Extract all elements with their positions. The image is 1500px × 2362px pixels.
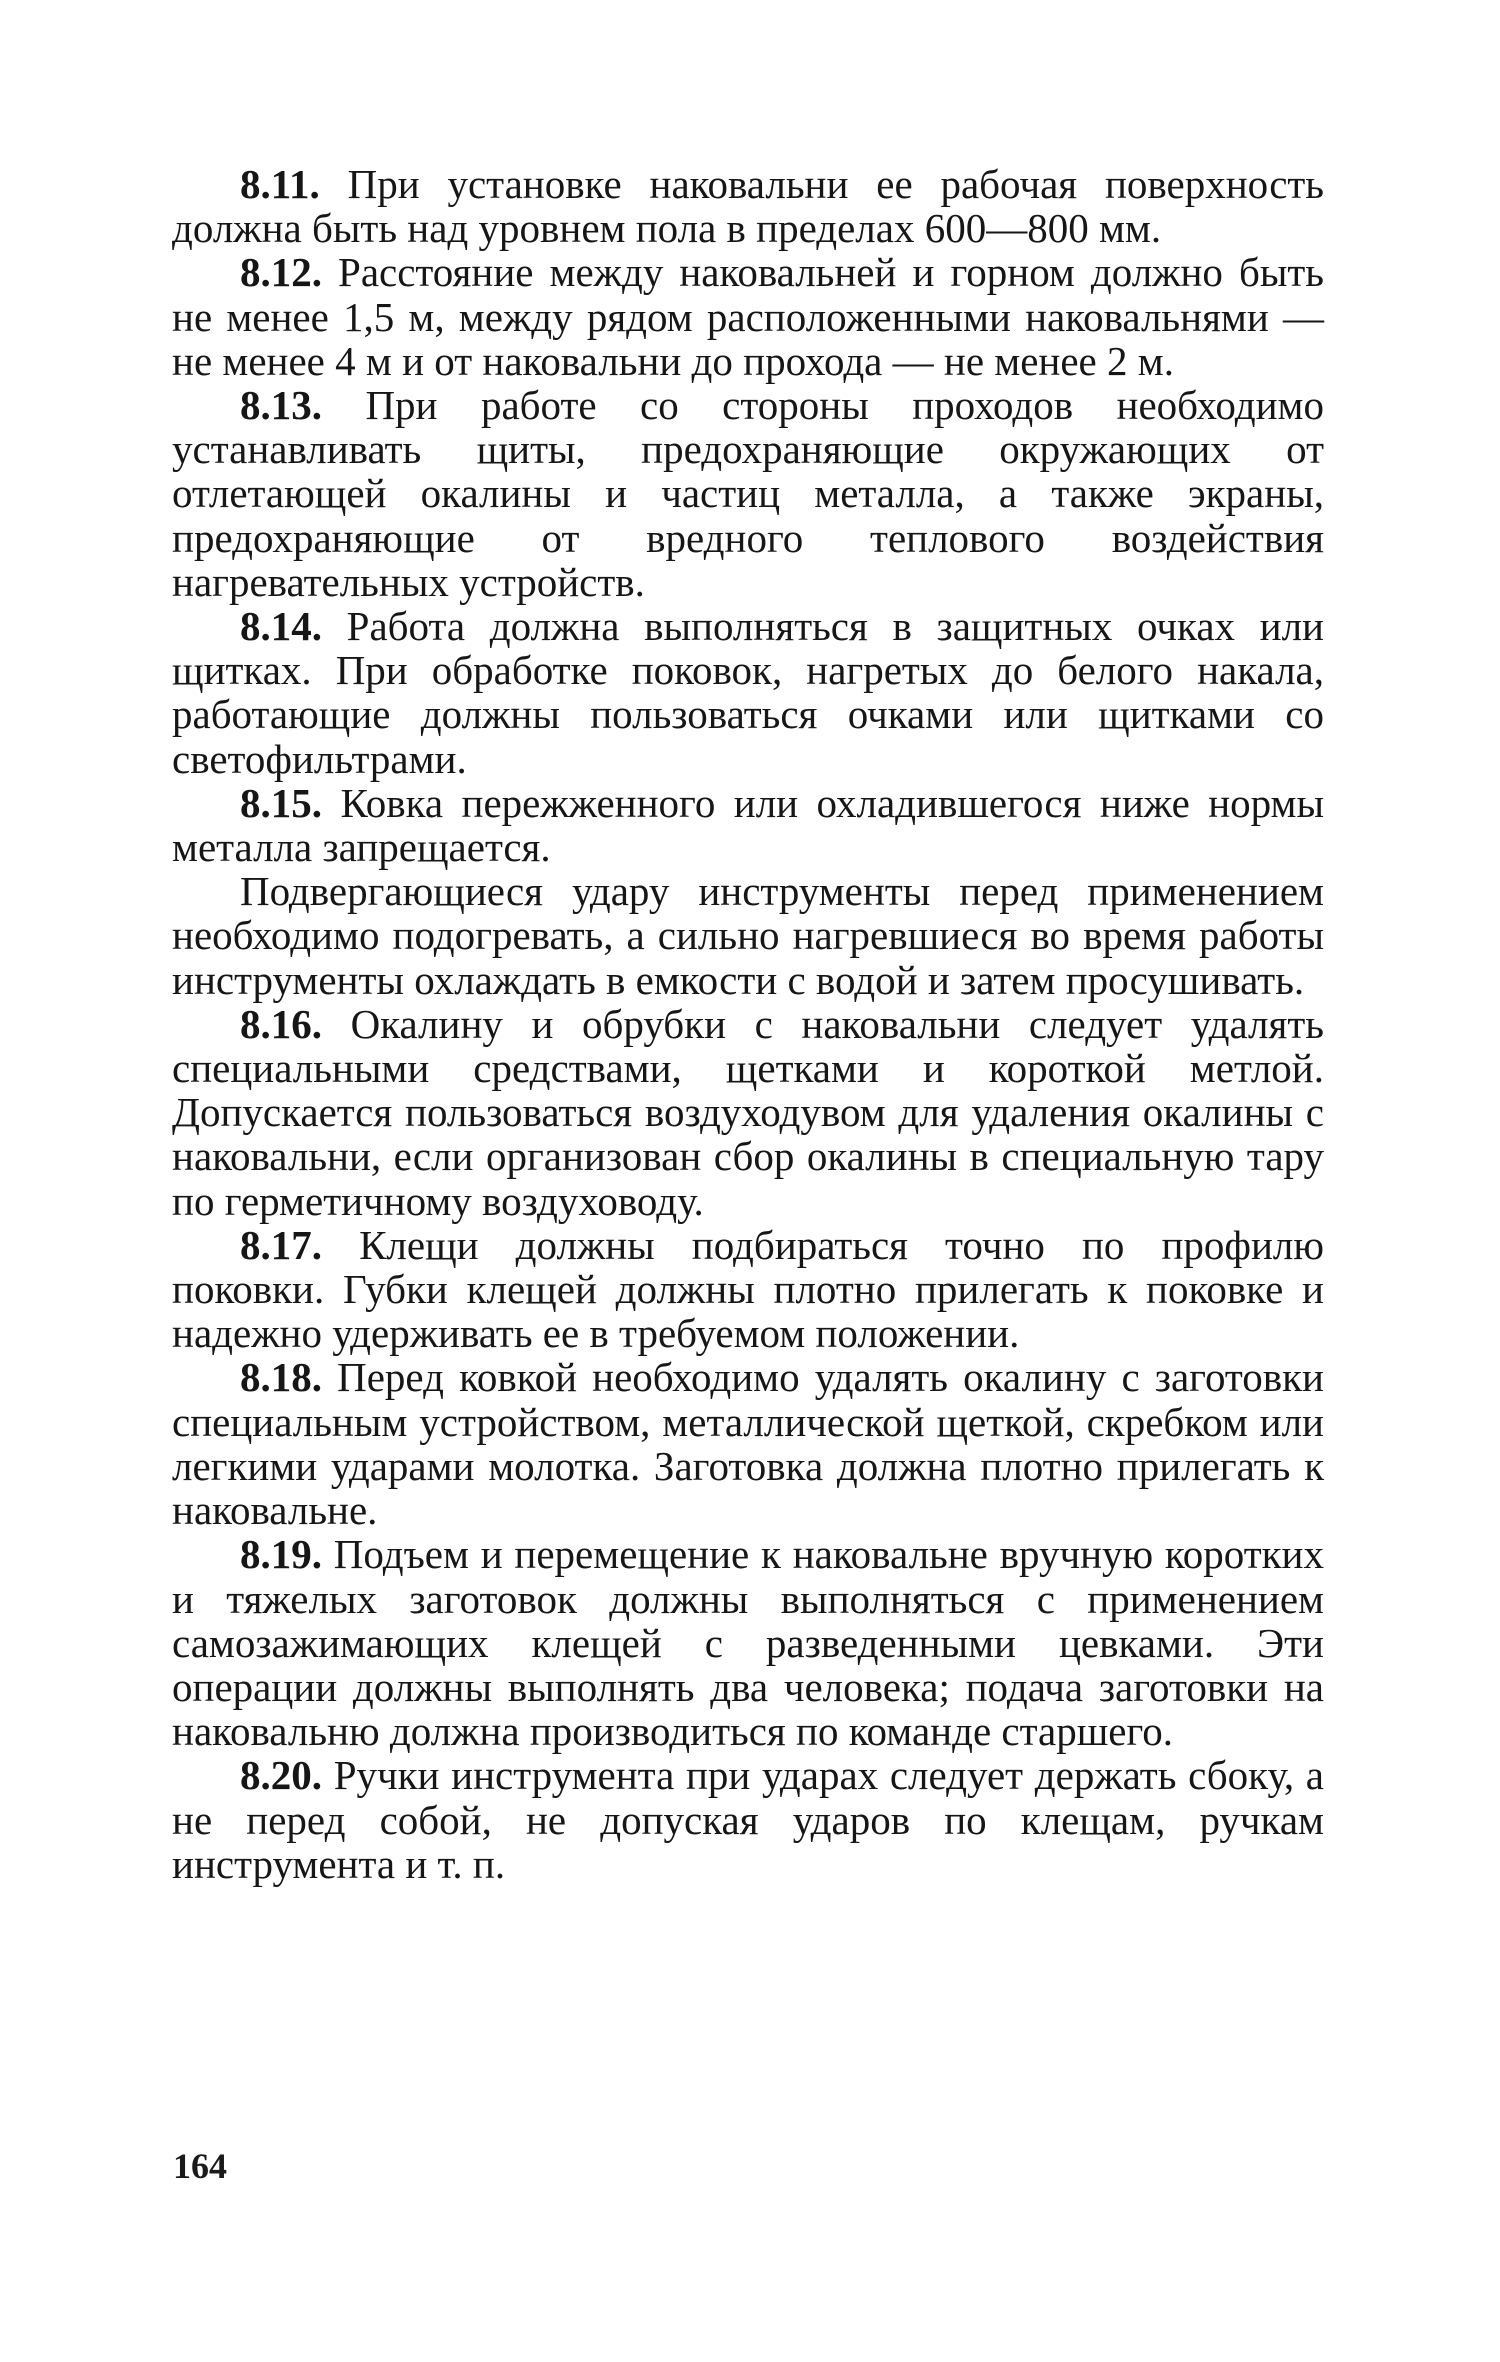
paragraph-number: 8.12.: [240, 249, 322, 296]
paragraph-number: 8.16.: [240, 1000, 322, 1047]
page-body-text: [172, 162, 1324, 1886]
paragraph-8-15: [172, 781, 1324, 869]
paragraph-text: Окалину и обрубки с наковальни следует удалять специальными средствами, щетками и короткой метлой. Допускается пользоваться воздуходувом для удаления окалины с наковальни, если организован сбор окалины в специальную тару по герметичному воздуховоду.: [172, 1000, 1324, 1224]
paragraph-8-19: [172, 1532, 1324, 1753]
paragraph-number: 8.17.: [240, 1221, 322, 1268]
paragraph-text: Клещи должны подбираться точно по профилю поковки. Губки клещей должны плотно прилегать к поковке и надежно удерживать ее в требуемом положении.: [172, 1221, 1325, 1357]
paragraph-text: Ковка пережженного или охладившегося ниже нормы металла запрещается.: [172, 779, 1325, 871]
paragraph-8-18: [172, 1355, 1324, 1532]
paragraph-text: Расстояние между наковальней и горном должно быть не менее 1,5 м, между рядом расположенными наковальнями — не менее 4 м и от наковальни до прохода — не менее 2 м.: [172, 249, 1324, 384]
paragraph-number: 8.20.: [240, 1752, 322, 1799]
paragraph-8-16: [172, 1002, 1324, 1223]
paragraph-number: 8.18.: [240, 1354, 322, 1401]
paragraph-number: 8.14.: [240, 603, 322, 650]
paragraph-number: 8.13.: [240, 382, 322, 429]
paragraph-8-17: [172, 1223, 1324, 1356]
paragraph-8-12: [172, 250, 1324, 383]
paragraph-text: Работа должна выполняться в защитных очках или щитках. При обработке поковок, нагретых до белого накала, работающие должны пользоваться очками или щитками со светофильтрами.: [172, 603, 1325, 782]
paragraph-8-15-continued: [172, 869, 1324, 1002]
paragraph-8-11: [172, 162, 1324, 250]
paragraph-8-14: [172, 604, 1324, 781]
paragraph-text: При установке наковальни ее рабочая поверхность должна быть над уровнем пола в пределах 600—800 мм.: [172, 161, 1325, 252]
paragraph-text: Перед ковкой необходимо удалять окалину с заготовки специальным устройством, металлической щеткой, скребком или легкими ударами молотка. Заготовка должна плотно прилегать к наковальне.: [172, 1354, 1325, 1534]
paragraph-number: 8.19.: [240, 1531, 322, 1578]
paragraph-number: 8.15.: [240, 779, 322, 826]
paragraph-number: 8.11.: [240, 161, 320, 207]
page-number: 164: [173, 2146, 227, 2186]
paragraph-text: Подъем и перемещение к наковальне вручную коротких и тяжелых заготовок должны выполняться с применением самозажимающих клещей с разведенными цевками. Эти операции должны выполнять два человека; подача заготовки на наковальню должна производиться по команде старшего.: [172, 1531, 1324, 1755]
paragraph-text: Подвергающиеся удару инструменты перед применением необходимо подогревать, а сильно нагревшиеся во время работы инструменты охлаждать в емкости с водой и затем просушивать.: [172, 868, 1324, 1003]
paragraph-text: Ручки инструмента при ударах следует держать сбоку, а не перед собой, не допуская ударов по клещам, ручкам инструмента и т. п.: [172, 1752, 1325, 1887]
paragraph-text: При работе со стороны проходов необходимо устанавливать щиты, предохраняющие окружающих от отлетающей окалины и частиц металла, а также экраны, предохраняющие от вредного теплового воздействия нагревательных устройств.: [172, 382, 1324, 605]
paragraph-8-20: [172, 1753, 1324, 1886]
paragraph-8-13: [172, 383, 1324, 604]
